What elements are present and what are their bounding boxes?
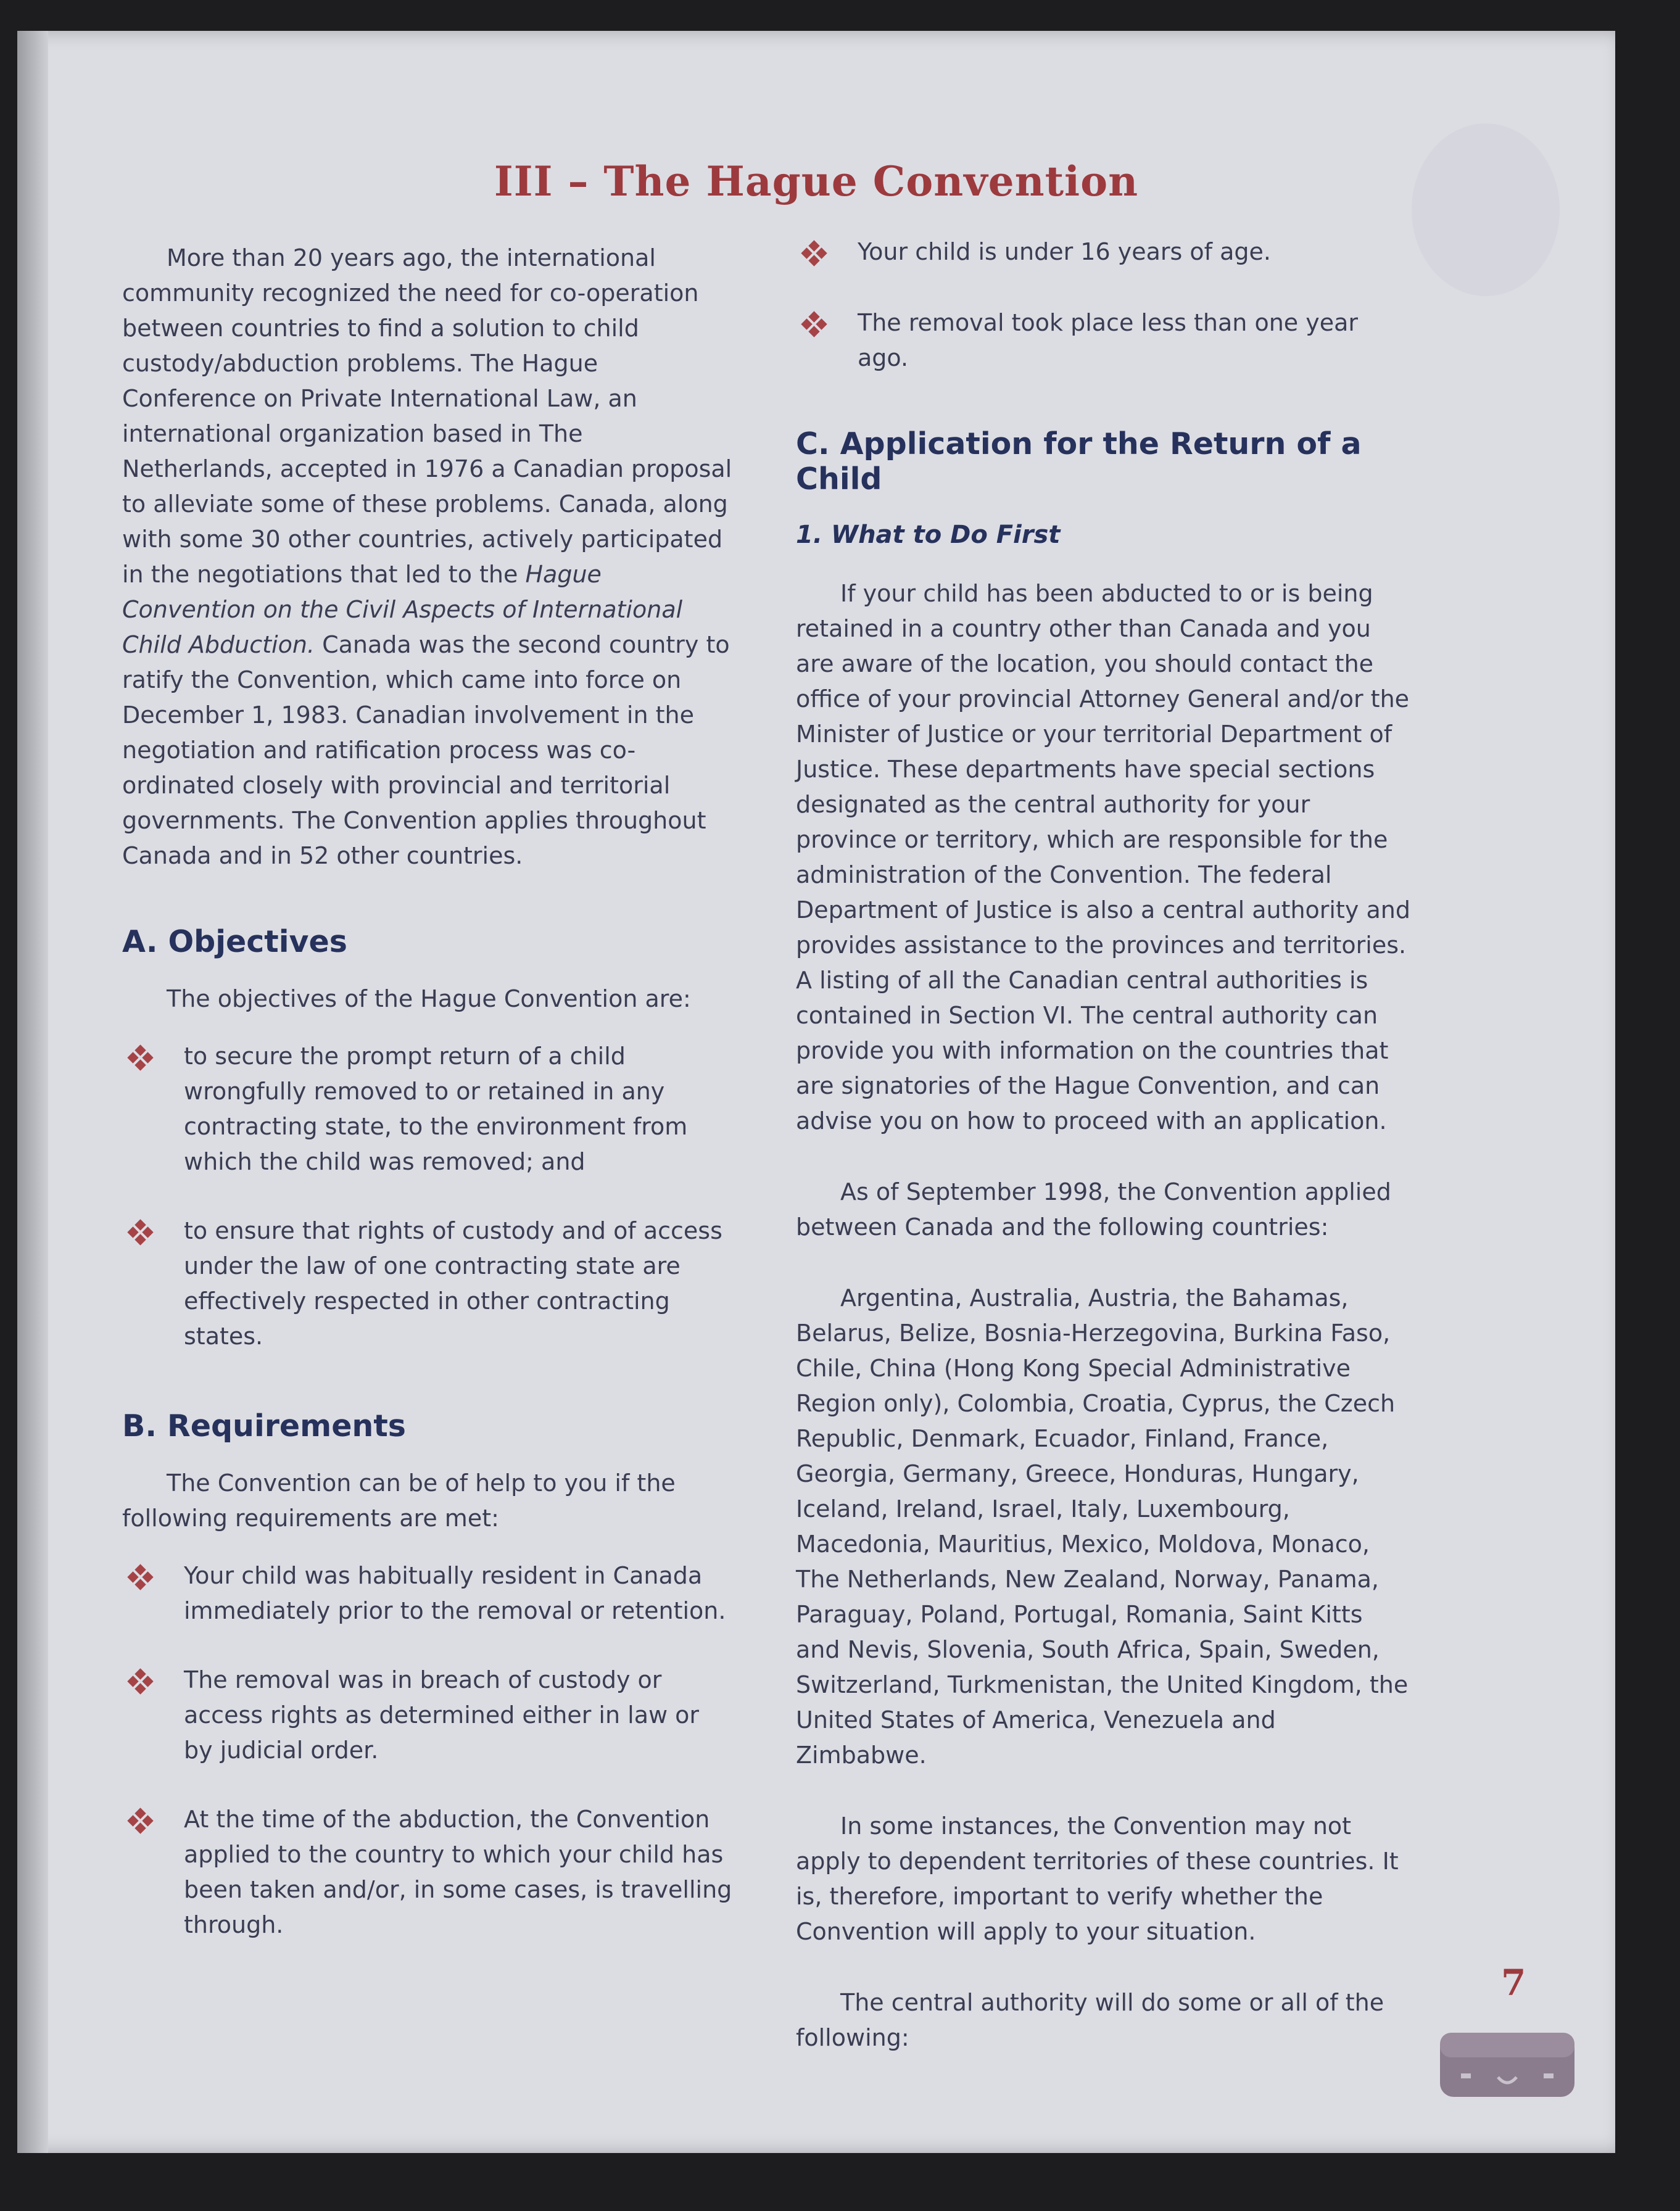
section-c-heading: C. Application for the Return of a Child — [796, 426, 1362, 497]
section-a-heading: A. Objectives — [122, 924, 347, 959]
diamond-bullet-icon — [122, 1558, 159, 1593]
page-number: 7 — [1501, 1962, 1526, 2004]
left-column — [122, 241, 733, 1943]
briefcase-icon — [1436, 2027, 1578, 2101]
document-page — [17, 31, 1615, 2153]
list-item: At the time of the abduction, the Convention applied to the country to which your child has been taken and/or, in some cases, is travelling through. — [122, 1802, 733, 1943]
central-authority-paragraph: The central authority will do some or all of the following: — [796, 1989, 1384, 2051]
section-b-lead: The Convention can be of help to you if the following requirements are met: — [122, 1469, 676, 1532]
page-title: III – The Hague Convention — [494, 157, 1139, 205]
diamond-bullet-icon — [122, 1039, 159, 1074]
diamond-bullet-icon — [796, 234, 833, 270]
list-item: Your child is under 16 years of age. — [796, 234, 1413, 270]
countries-list-paragraph: Argentina, Australia, Austria, the Bahamas, Belarus, Belize, Bosnia-Herzegovina, Burkina Faso, Chile, China (Hong Kong Special Administrative Region only), Colombia, Croatia, Cyprus, the Czech Republic, Denmark, Ecuador, Finland, France, Georgia, Germany, Greece, Honduras, Hungary, Iceland, Ireland, Israel, Italy, Luxembourg, Macedonia, Mauritius, Mexico, Moldova, Monaco, The Netherlands, New Zealand, Norway, Panama, Paraguay, Poland, Portugal, Romania, Saint Kitts and Nevis, Slovenia, South Africa, Spain, Sweden, Switzerland, Turkmenistan, the United Kingdom, the United States of America, Venezuela and Zimbabwe. — [796, 1284, 1409, 1769]
diamond-bullet-icon — [122, 1802, 159, 1837]
show-through-graphic — [1412, 123, 1560, 296]
dependent-territories-paragraph: In some instances, the Convention may not apply to dependent territories of these countries. It is, therefore, important to verify whether the Convention will apply to your situation. — [796, 1812, 1399, 1945]
right-column — [796, 234, 1413, 2056]
list-item: to secure the prompt return of a child wrongfully removed to or retained in any contracting state, to the environment from which the child was removed; and — [122, 1039, 733, 1180]
list-item: Your child was habitually resident in Canada immediately prior to the removal or retention. — [122, 1558, 733, 1629]
section-b-heading: B. Requirements — [122, 1408, 406, 1444]
list-item: The removal took place less than one year ago. — [796, 305, 1413, 376]
list-item: to ensure that rights of custody and of access under the law of one contracting state are effectively respected in other contracting states. — [122, 1213, 733, 1354]
diamond-bullet-icon — [796, 305, 833, 341]
diamond-bullet-icon — [122, 1213, 159, 1249]
list-item: The removal was in breach of custody or access rights as determined either in law or by judicial order. — [122, 1663, 733, 1768]
countries-intro-paragraph: As of September 1998, the Convention applied between Canada and the following countries: — [796, 1178, 1391, 1241]
section-a-lead: The objectives of the Hague Convention are: — [167, 985, 691, 1012]
intro-paragraph: More than 20 years ago, the international community recognized the need for co-operation between countries to find a solution to child custody/abduction problems. The Hague Conference on Private International Law, an international organization based in The Netherlands, accepted in 1976 a Canadian proposal to alleviate some of these problems. Canada, along with some 30 other countries, actively participated in the negotiations that led to the Hague Convention on the Civil Aspects of International Child Abduction. Canada was the second country to ratify the Convention, which came into force on December 1, 1983. Canadian involvement in the negotiation and ratification process was co-ordinated closely with provincial and territorial governments. The Convention applies throughout Canada and in 52 other countries. — [122, 244, 732, 869]
diamond-bullet-icon — [122, 1663, 159, 1698]
convention-title: Hague Convention on the Civil Aspects of International Child Abduction. — [122, 561, 683, 658]
section-c-subheading: 1. What to Do First — [796, 521, 1061, 549]
what-to-do-paragraph: If your child has been abducted to or is being retained in a country other than Canada and you are aware of the location, you should contact the office of your provincial Attorney General and/or the Minister of Justice or your territorial Department of Justice. These departments have special sections designated as the central authority for your province or territory, which are responsible for the administration of the Convention. The federal Department of Justice is also a central authority and provides assistance to the provinces and territories. A listing of all the Canadian central authorities is contained in Section VI. The central authority can provide you with information on the countries that are signatories of the Hague Convention, and can advise you on how to proceed with an application. — [796, 580, 1410, 1134]
page-spine-shadow — [17, 31, 48, 2153]
